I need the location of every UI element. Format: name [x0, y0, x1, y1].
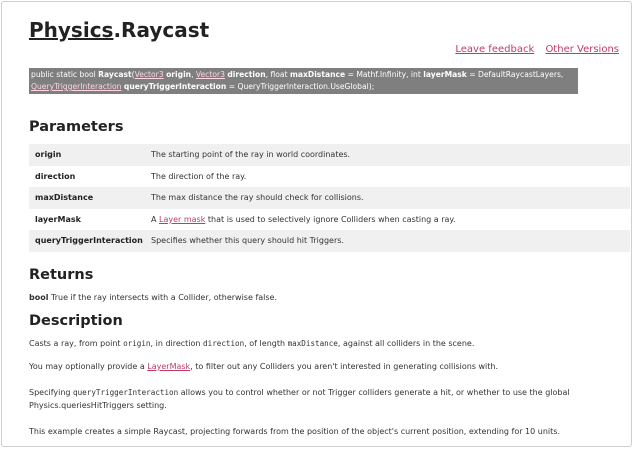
doc-page [1, 1, 632, 447]
table-row [29, 187, 630, 209]
sig-arg: direction [227, 70, 266, 79]
layer-mask-link[interactable]: Layer mask [159, 214, 206, 224]
description-line [29, 388, 570, 397]
desc-text: Specifying [29, 388, 74, 397]
parameters-table [29, 144, 630, 252]
sig-arg: maxDistance [289, 70, 346, 79]
desc-text: Casts a ray, from point [29, 339, 124, 348]
table-row [29, 209, 630, 231]
param-desc-text: that is used to selectively ignore Colliders when casting a ray. [205, 214, 456, 224]
description-line: Physics.queriesHitTriggers setting. [29, 401, 167, 410]
desc-text: allows you to control whether or not Trigger colliders generate a hit, or whether to use the global [178, 388, 570, 397]
sig-arg: layerMask [423, 70, 467, 79]
description-heading: Description [29, 313, 123, 329]
desc-text: You may optionally provide a [29, 362, 148, 371]
page-title [29, 18, 209, 42]
query-trigger-type-link[interactable]: QueryTriggerInteraction [31, 82, 122, 91]
leave-feedback-link[interactable]: Leave feedback [455, 44, 535, 55]
param-desc: The direction of the ray. [151, 171, 247, 181]
other-versions-link[interactable]: Other Versions [545, 44, 619, 55]
top-links [447, 44, 619, 55]
sig-arg: origin [166, 70, 192, 79]
parameters-heading: Parameters [29, 119, 124, 135]
param-desc: The max distance the ray should check for collisions. [151, 193, 364, 203]
desc-text: , to filter out any Colliders you aren't interested in generating collisions with. [190, 362, 499, 371]
sig-text: = Mathf.Infinity, int [345, 70, 424, 79]
returns-heading: Returns [29, 267, 94, 283]
sig-text: = QueryTriggerInteraction.UseGlobal); [226, 82, 375, 91]
sig-arg: queryTriggerInteraction [123, 82, 227, 91]
desc-text: , in direction [150, 339, 204, 348]
vector3-type-link[interactable]: Vector3 [195, 70, 225, 79]
method-signature [29, 68, 578, 94]
param-name: layerMask [35, 214, 81, 224]
param-name: maxDistance [35, 193, 94, 203]
param-desc [151, 215, 456, 224]
param-name: direction [35, 171, 76, 181]
code-span: queryTriggerInteraction [73, 388, 179, 397]
returns-type: bool [29, 293, 49, 302]
sig-method-name: Raycast [98, 70, 132, 79]
returns-text [29, 293, 277, 302]
table-row [29, 144, 630, 166]
description-line: This example creates a simple Raycast, projecting forwards from the position of the object's current position, extending for 10 units. [29, 427, 560, 436]
param-desc: Specifies whether this query should hit Triggers. [151, 236, 344, 246]
param-name: queryTriggerInteraction [35, 236, 143, 246]
sig-text: = DefaultRaycastLayers, [466, 70, 564, 79]
desc-text: , against all colliders in the scene. [337, 339, 475, 348]
vector3-type-link[interactable]: Vector3 [134, 70, 164, 79]
returns-desc: True if the ray intersects with a Collider, otherwise false. [48, 293, 278, 302]
table-row [29, 166, 630, 188]
sig-text: , [191, 70, 196, 79]
description-line [29, 339, 474, 348]
description-line [29, 362, 498, 371]
page-title-method: .Raycast [113, 18, 210, 42]
code-span: origin [123, 339, 151, 348]
param-name: origin [35, 150, 62, 160]
code-span: maxDistance [287, 339, 338, 348]
table-row [29, 230, 630, 252]
physics-class-link[interactable]: Physics [29, 18, 114, 42]
desc-text: , of length [244, 339, 288, 348]
sig-text: ( [131, 70, 135, 79]
sig-text: public static bool [31, 70, 99, 79]
param-desc-text: A [151, 214, 160, 224]
param-desc: The starting point of the ray in world coordinates. [151, 150, 351, 160]
code-span: direction [203, 339, 245, 348]
sig-text: , float [265, 70, 290, 79]
layermask-link[interactable]: LayerMask [147, 362, 191, 371]
